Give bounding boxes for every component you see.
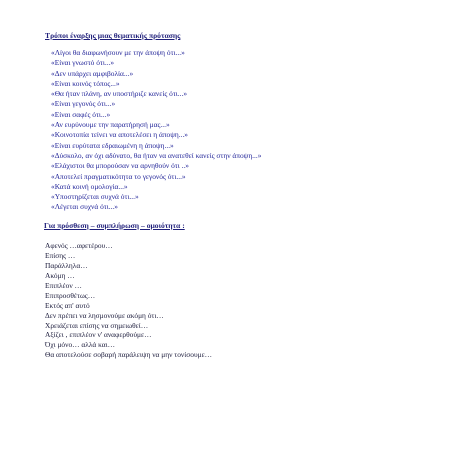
list-item: «Ελάχιστοι θα μπορούσαν να αρνηθούν ότι ..» <box>51 161 189 171</box>
list-item: «Δεν υπάρχει αμφιβολία...» <box>51 68 134 78</box>
list-item: Επίσης … <box>45 250 76 260</box>
list-item: Επιπλέον … <box>45 280 82 290</box>
list-item: «Λέγεται συχνά ότι...» <box>51 202 118 212</box>
section-heading-addition: Για πρόσθεση – συμπλήρωση – ομοιότητα : <box>44 221 185 230</box>
list-item: «Κοινοτοπία τείνει να αποτελέσει η άποψη...» <box>51 130 188 140</box>
list-item: «Είναι γνωστό ότι...» <box>51 58 115 68</box>
list-item: Εκτός απ' αυτό <box>45 300 90 310</box>
list-item: Αξίζει , επιπλέον ν' αναφερθούμε… <box>45 330 152 340</box>
list-item: Δεν πρέπει να λησμονούμε ακόμη ότι… <box>45 310 164 320</box>
list-item: «Λίγοι θα διαφωνήσουν με την άποψη ότι...» <box>51 48 185 57</box>
list-item: Αφενός …αφετέρου… <box>45 241 113 250</box>
list-item: «Αν ευρύνουμε την παρατήρησή μας...» <box>51 120 170 130</box>
list-item: Όχι μόνο… αλλά και… <box>45 340 116 350</box>
list-item: «Κατά κοινή ομολογία...» <box>51 181 128 191</box>
topic-sentence-phrases-list <box>51 48 261 213</box>
addition-connectives-list <box>45 241 212 360</box>
list-item: «Είναι κοινός τόπος...» <box>51 78 120 88</box>
list-item: Παράλληλα… <box>45 260 88 270</box>
list-item: «Αποτελεί πραγματικότητα το γεγονός ότι...» <box>51 171 186 181</box>
list-item: Θα αποτελούσε σοβαρή παράλειψη να μην τονίσουμε… <box>45 350 213 360</box>
section-heading-topic-sentence: Τρόποι έναρξης μιας θεματικής πρότασης <box>45 31 181 40</box>
list-item: «Δύσκολο, αν όχι αδύνατο, θα ήταν να ανατεθεί κανείς στην άποψη...» <box>51 150 262 160</box>
list-item: «Είναι ευρύτατα εδραιωμένη η άποψη...» <box>51 140 174 150</box>
list-item: «Είναι σαφές ότι...» <box>51 109 111 119</box>
list-item: «Θα ήταν πλάνη, αν υποστήριζε κανείς ότι...» <box>51 89 188 99</box>
list-item: Χρειάζεται επίσης να σημειωθεί… <box>45 320 149 330</box>
list-item: «Είναι γεγονός ότι...» <box>51 99 116 109</box>
list-item: «Υποστηρίζεται συχνά ότι...» <box>51 192 139 202</box>
list-item: Ακόμη … <box>45 270 75 280</box>
list-item: Επιπροσθέτως… <box>45 290 96 300</box>
